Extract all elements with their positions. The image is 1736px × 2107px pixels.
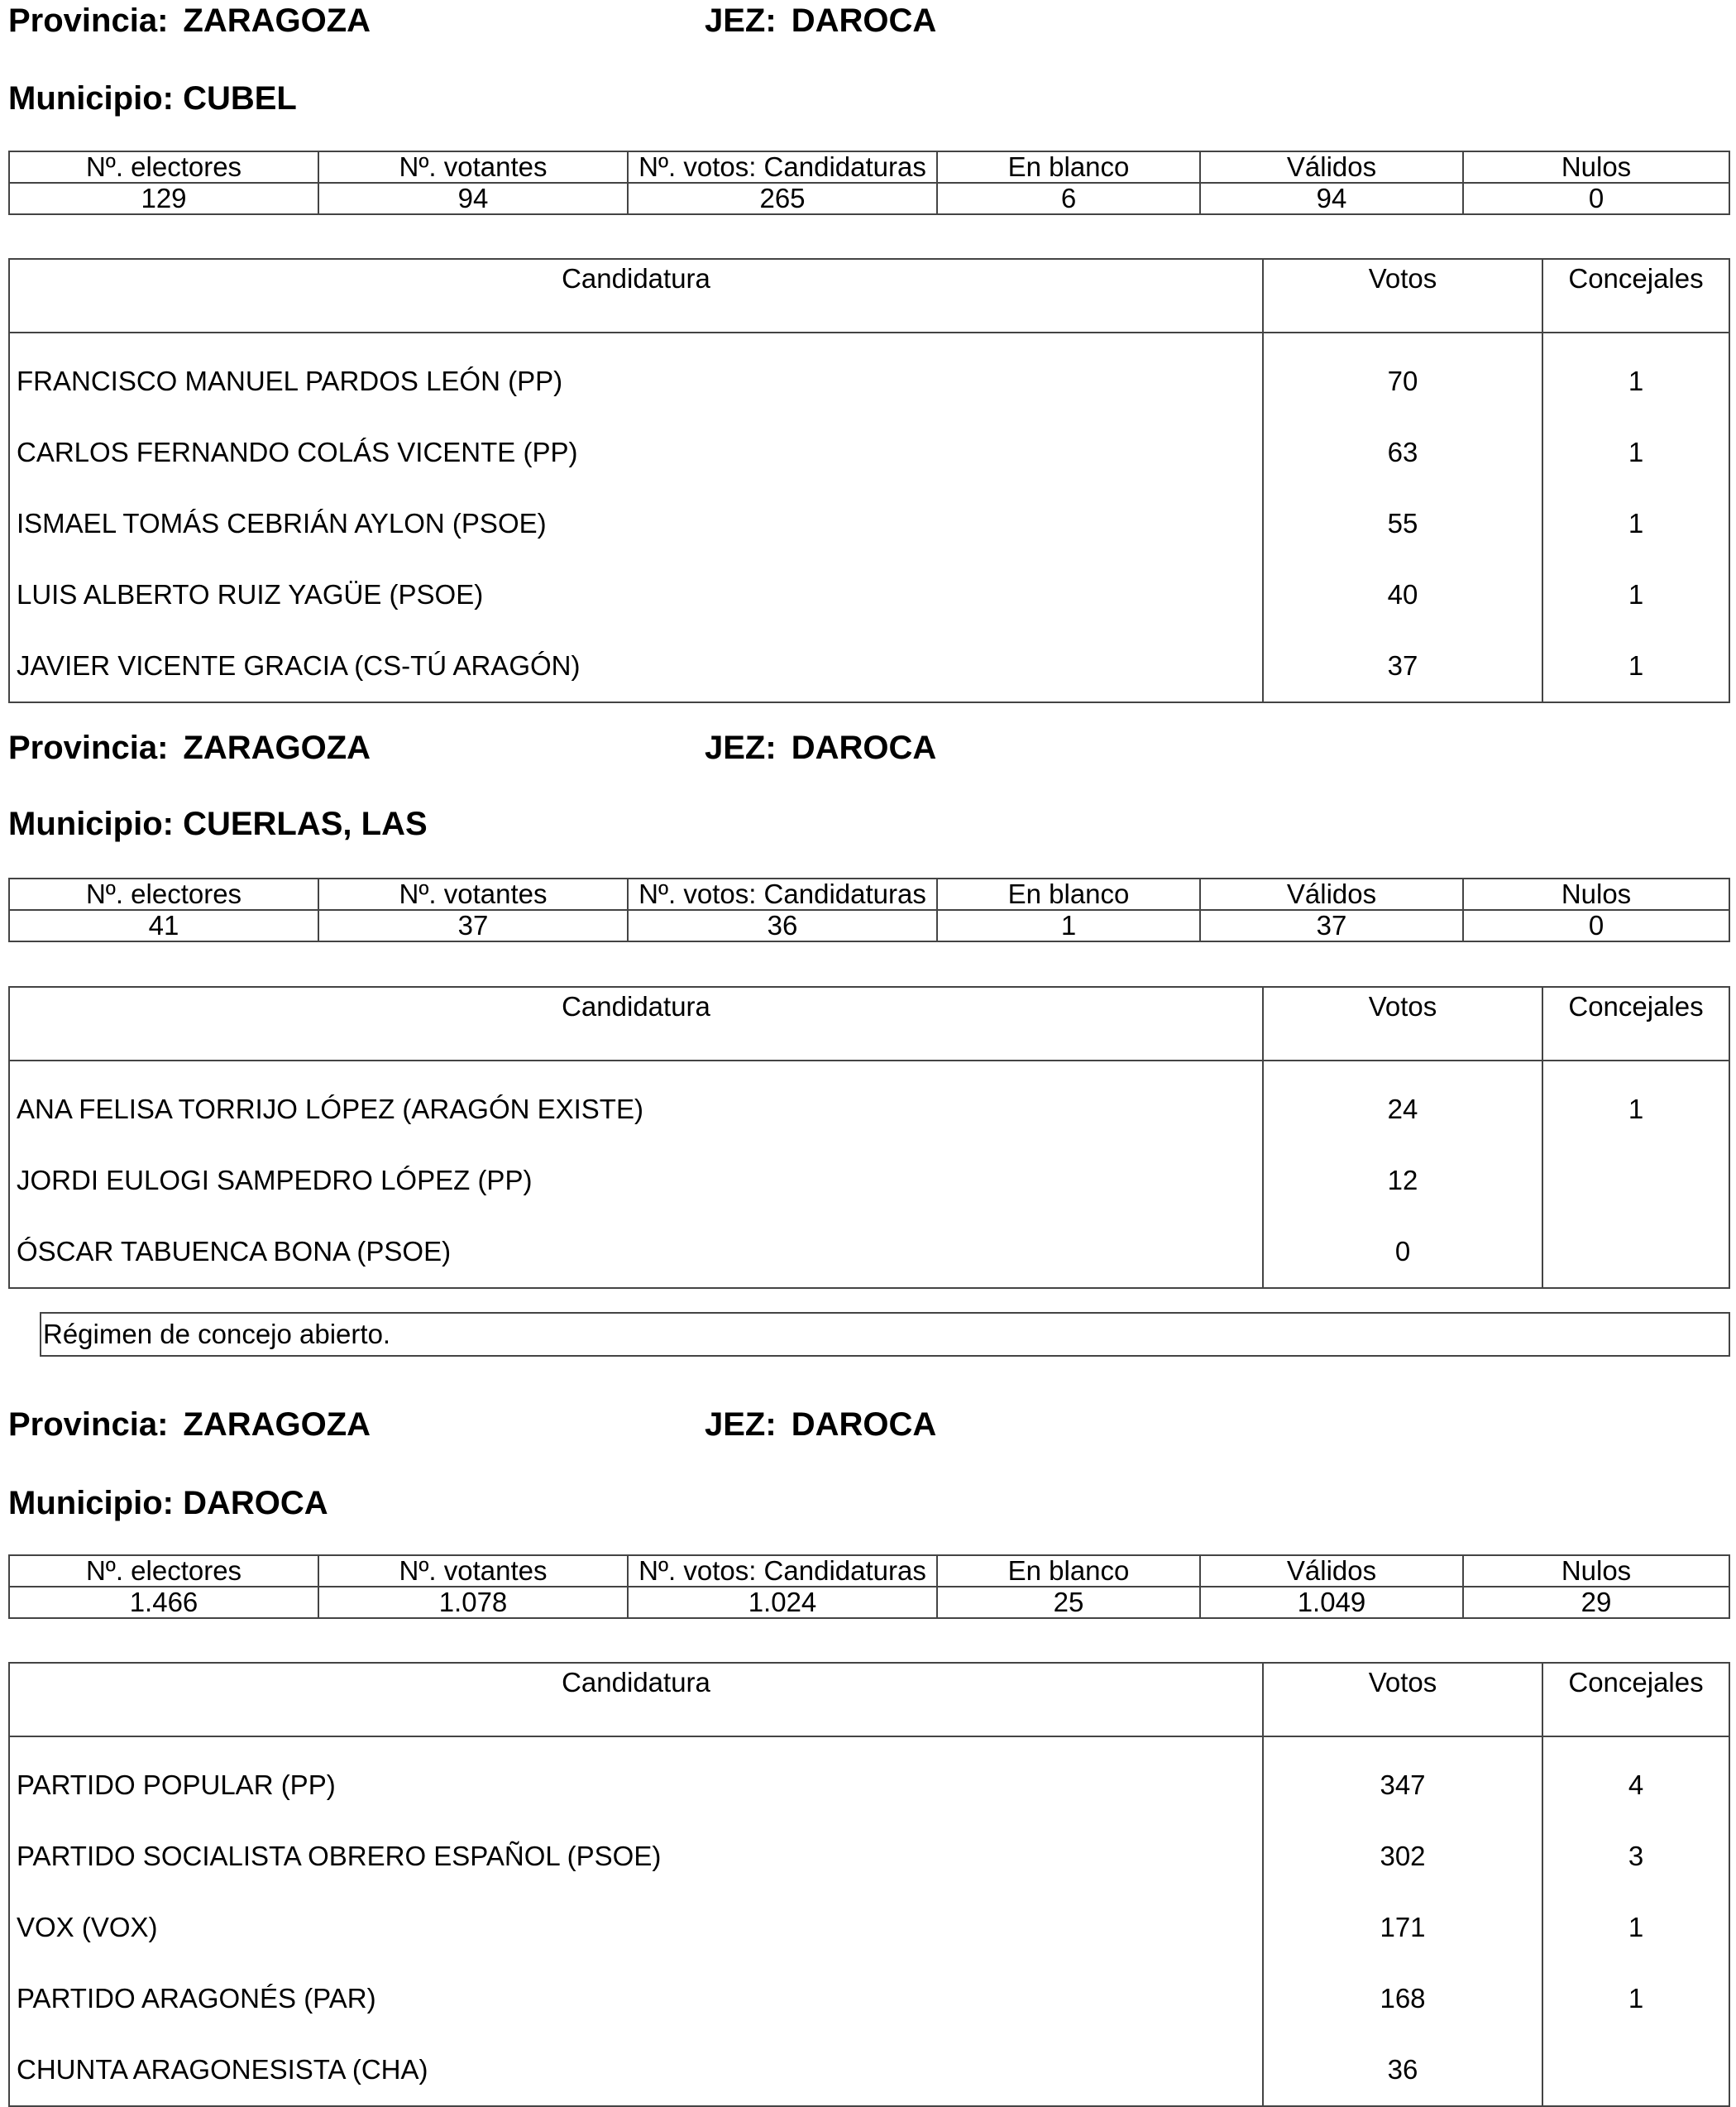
stats-header-votos-candidaturas: Nº. votos: Candidaturas: [628, 879, 937, 910]
stats-header-votantes: Nº. votantes: [318, 1555, 628, 1587]
stats-header-electores: Nº. electores: [9, 879, 318, 910]
candidates-table: [8, 258, 1730, 703]
candidate-votos: 171: [1263, 1892, 1542, 1963]
stats-value-nulos: 0: [1463, 910, 1729, 941]
stats-value-row: [9, 1587, 1729, 1618]
provincia-heading: [8, 727, 371, 769]
candidate-row: [9, 1216, 1729, 1288]
provincia-heading: [8, 1404, 371, 1445]
jez-heading: [705, 1404, 936, 1445]
stats-header-en-blanco: En blanco: [937, 1555, 1200, 1587]
votos-header: Votos: [1263, 259, 1542, 333]
stats-header-nulos: Nulos: [1463, 879, 1729, 910]
municipio-heading: [8, 1482, 328, 1524]
stats-table: [8, 878, 1730, 942]
provincia-value: ZARAGOZA: [183, 730, 371, 766]
municipio-label: Municipio:: [8, 1485, 174, 1521]
municipio-value: DAROCA: [183, 1485, 328, 1521]
stats-value-row: [9, 910, 1729, 941]
stats-value-electores: 1.466: [9, 1587, 318, 1618]
stats-value-validos: 94: [1200, 183, 1463, 214]
candidates-header-row: [9, 259, 1729, 333]
candidate-name: PARTIDO SOCIALISTA OBRERO ESPAÑOL (PSOE): [9, 1821, 1263, 1892]
concejales-header: Concejales: [1542, 259, 1729, 333]
stats-value-votantes: 1.078: [318, 1587, 628, 1618]
candidate-row: [9, 1736, 1729, 1821]
candidate-name: VOX (VOX): [9, 1892, 1263, 1963]
provincia-heading: [8, 0, 371, 41]
stats-value-votos-candidaturas: 1.024: [628, 1587, 937, 1618]
stats-value-electores: 41: [9, 910, 318, 941]
candidate-concejales: 1: [1628, 650, 1644, 681]
candidatura-header: Candidatura: [9, 259, 1263, 333]
stats-header-votos-candidaturas: Nº. votos: Candidaturas: [628, 1555, 937, 1587]
votos-header: Votos: [1263, 987, 1542, 1061]
candidate-votos: 40: [1263, 559, 1542, 630]
candidate-name: FRANCISCO MANUEL PARDOS LEÓN (PP): [9, 333, 1263, 417]
candidate-name: ANA FELISA TORRIJO LÓPEZ (ARAGÓN EXISTE): [9, 1061, 1263, 1145]
candidate-row: [9, 333, 1729, 417]
stats-header-electores: Nº. electores: [9, 1555, 318, 1587]
stats-header-row: [9, 151, 1729, 183]
candidate-name: JORDI EULOGI SAMPEDRO LÓPEZ (PP): [9, 1145, 1263, 1216]
stats-value-nulos: 0: [1463, 183, 1729, 214]
candidate-name: PARTIDO POPULAR (PP): [9, 1736, 1263, 1821]
municipio-label: Municipio:: [8, 80, 174, 117]
stats-header-votantes: Nº. votantes: [318, 879, 628, 910]
candidate-votos: 63: [1263, 417, 1542, 488]
concejales-header: Concejales: [1542, 987, 1729, 1061]
candidate-row: [9, 2034, 1729, 2106]
provincia-label: Provincia:: [8, 2, 169, 39]
candidates-header-row: [9, 1663, 1729, 1736]
stats-value-votos-candidaturas: 265: [628, 183, 937, 214]
stats-value-electores: 129: [9, 183, 318, 214]
candidate-row: [9, 630, 1729, 702]
jez-value: DAROCA: [791, 730, 937, 766]
stats-table: [8, 1554, 1730, 1619]
stats-header-row: [9, 879, 1729, 910]
candidate-name: LUIS ALBERTO RUIZ YAGÜE (PSOE): [9, 559, 1263, 630]
candidate-name: CARLOS FERNANDO COLÁS VICENTE (PP): [9, 417, 1263, 488]
stats-header-electores: Nº. electores: [9, 151, 318, 183]
candidate-concejales: 1: [1628, 1912, 1644, 1942]
candidate-concejales: 1: [1628, 1983, 1644, 2014]
candidate-votos: 37: [1263, 630, 1542, 702]
jez-value: DAROCA: [791, 2, 937, 39]
candidatura-header: Candidatura: [9, 987, 1263, 1061]
candidate-concejales: [1542, 2034, 1729, 2106]
candidate-votos: 12: [1263, 1145, 1542, 1216]
stats-header-en-blanco: En blanco: [937, 151, 1200, 183]
stats-header-validos: Válidos: [1200, 879, 1463, 910]
candidate-row: [9, 1892, 1729, 1963]
jez-label: JEZ:: [705, 730, 777, 766]
candidates-table: [8, 1662, 1730, 2107]
candidate-concejales: 1: [1628, 508, 1644, 539]
candidate-concejales: 1: [1628, 1094, 1644, 1124]
stats-value-votantes: 94: [318, 183, 628, 214]
jez-label: JEZ:: [705, 1406, 777, 1443]
candidate-votos: 302: [1263, 1821, 1542, 1892]
candidate-name: CHUNTA ARAGONESISTA (CHA): [9, 2034, 1263, 2106]
candidate-concejales: 1: [1628, 437, 1644, 467]
candidate-votos: 0: [1263, 1216, 1542, 1288]
stats-header-nulos: Nulos: [1463, 151, 1729, 183]
stats-header-nulos: Nulos: [1463, 1555, 1729, 1587]
provincia-label: Provincia:: [8, 1406, 169, 1443]
stats-header-votos-candidaturas: Nº. votos: Candidaturas: [628, 151, 937, 183]
candidate-concejales: 1: [1628, 579, 1644, 610]
stats-value-votos-candidaturas: 36: [628, 910, 937, 941]
municipio-heading: [8, 78, 297, 119]
provincia-label: Provincia:: [8, 730, 169, 766]
candidate-votos: 70: [1263, 333, 1542, 417]
candidate-votos: 347: [1263, 1736, 1542, 1821]
stats-header-row: [9, 1555, 1729, 1587]
candidate-row: [9, 1145, 1729, 1216]
candidate-concejales: 1: [1628, 366, 1644, 396]
jez-value: DAROCA: [791, 1406, 937, 1443]
concejales-header: Concejales: [1542, 1663, 1729, 1736]
jez-heading: [705, 0, 936, 41]
concejo-abierto-note: Régimen de concejo abierto.: [40, 1312, 1730, 1357]
stats-value-en-blanco: 25: [937, 1587, 1200, 1618]
candidate-row: [9, 488, 1729, 559]
stats-header-votantes: Nº. votantes: [318, 151, 628, 183]
candidate-row: [9, 1963, 1729, 2034]
stats-header-en-blanco: En blanco: [937, 879, 1200, 910]
candidate-concejales: 3: [1628, 1841, 1644, 1871]
municipio-value: CUBEL: [183, 80, 297, 117]
candidate-concejales: [1542, 1145, 1729, 1216]
stats-table: [8, 151, 1730, 215]
stats-value-votantes: 37: [318, 910, 628, 941]
candidate-row: [9, 1061, 1729, 1145]
candidate-row: [9, 559, 1729, 630]
stats-value-en-blanco: 1: [937, 910, 1200, 941]
candidate-concejales: [1542, 1216, 1729, 1288]
jez-label: JEZ:: [705, 2, 777, 39]
municipio-heading: [8, 803, 428, 845]
provincia-value: ZARAGOZA: [183, 1406, 371, 1443]
candidates-header-row: [9, 987, 1729, 1061]
stats-value-validos: 1.049: [1200, 1587, 1463, 1618]
candidatura-header: Candidatura: [9, 1663, 1263, 1736]
stats-value-en-blanco: 6: [937, 183, 1200, 214]
candidate-votos: 168: [1263, 1963, 1542, 2034]
candidate-votos: 36: [1263, 2034, 1542, 2106]
stats-header-validos: Válidos: [1200, 151, 1463, 183]
candidate-votos: 55: [1263, 488, 1542, 559]
candidate-concejales: 4: [1628, 1769, 1644, 1800]
provincia-value: ZARAGOZA: [183, 2, 371, 39]
stats-value-row: [9, 183, 1729, 214]
stats-value-nulos: 29: [1463, 1587, 1729, 1618]
candidate-row: [9, 417, 1729, 488]
municipio-label: Municipio:: [8, 806, 174, 842]
candidate-name: ISMAEL TOMÁS CEBRIÁN AYLON (PSOE): [9, 488, 1263, 559]
jez-heading: [705, 727, 936, 769]
candidates-table: [8, 986, 1730, 1289]
candidate-votos: 24: [1263, 1061, 1542, 1145]
candidate-row: [9, 1821, 1729, 1892]
stats-header-validos: Válidos: [1200, 1555, 1463, 1587]
stats-value-validos: 37: [1200, 910, 1463, 941]
candidate-name: JAVIER VICENTE GRACIA (CS-TÚ ARAGÓN): [9, 630, 1263, 702]
municipio-value: CUERLAS, LAS: [183, 806, 428, 842]
votos-header: Votos: [1263, 1663, 1542, 1736]
candidate-name: ÓSCAR TABUENCA BONA (PSOE): [9, 1216, 1263, 1288]
candidate-name: PARTIDO ARAGONÉS (PAR): [9, 1963, 1263, 2034]
